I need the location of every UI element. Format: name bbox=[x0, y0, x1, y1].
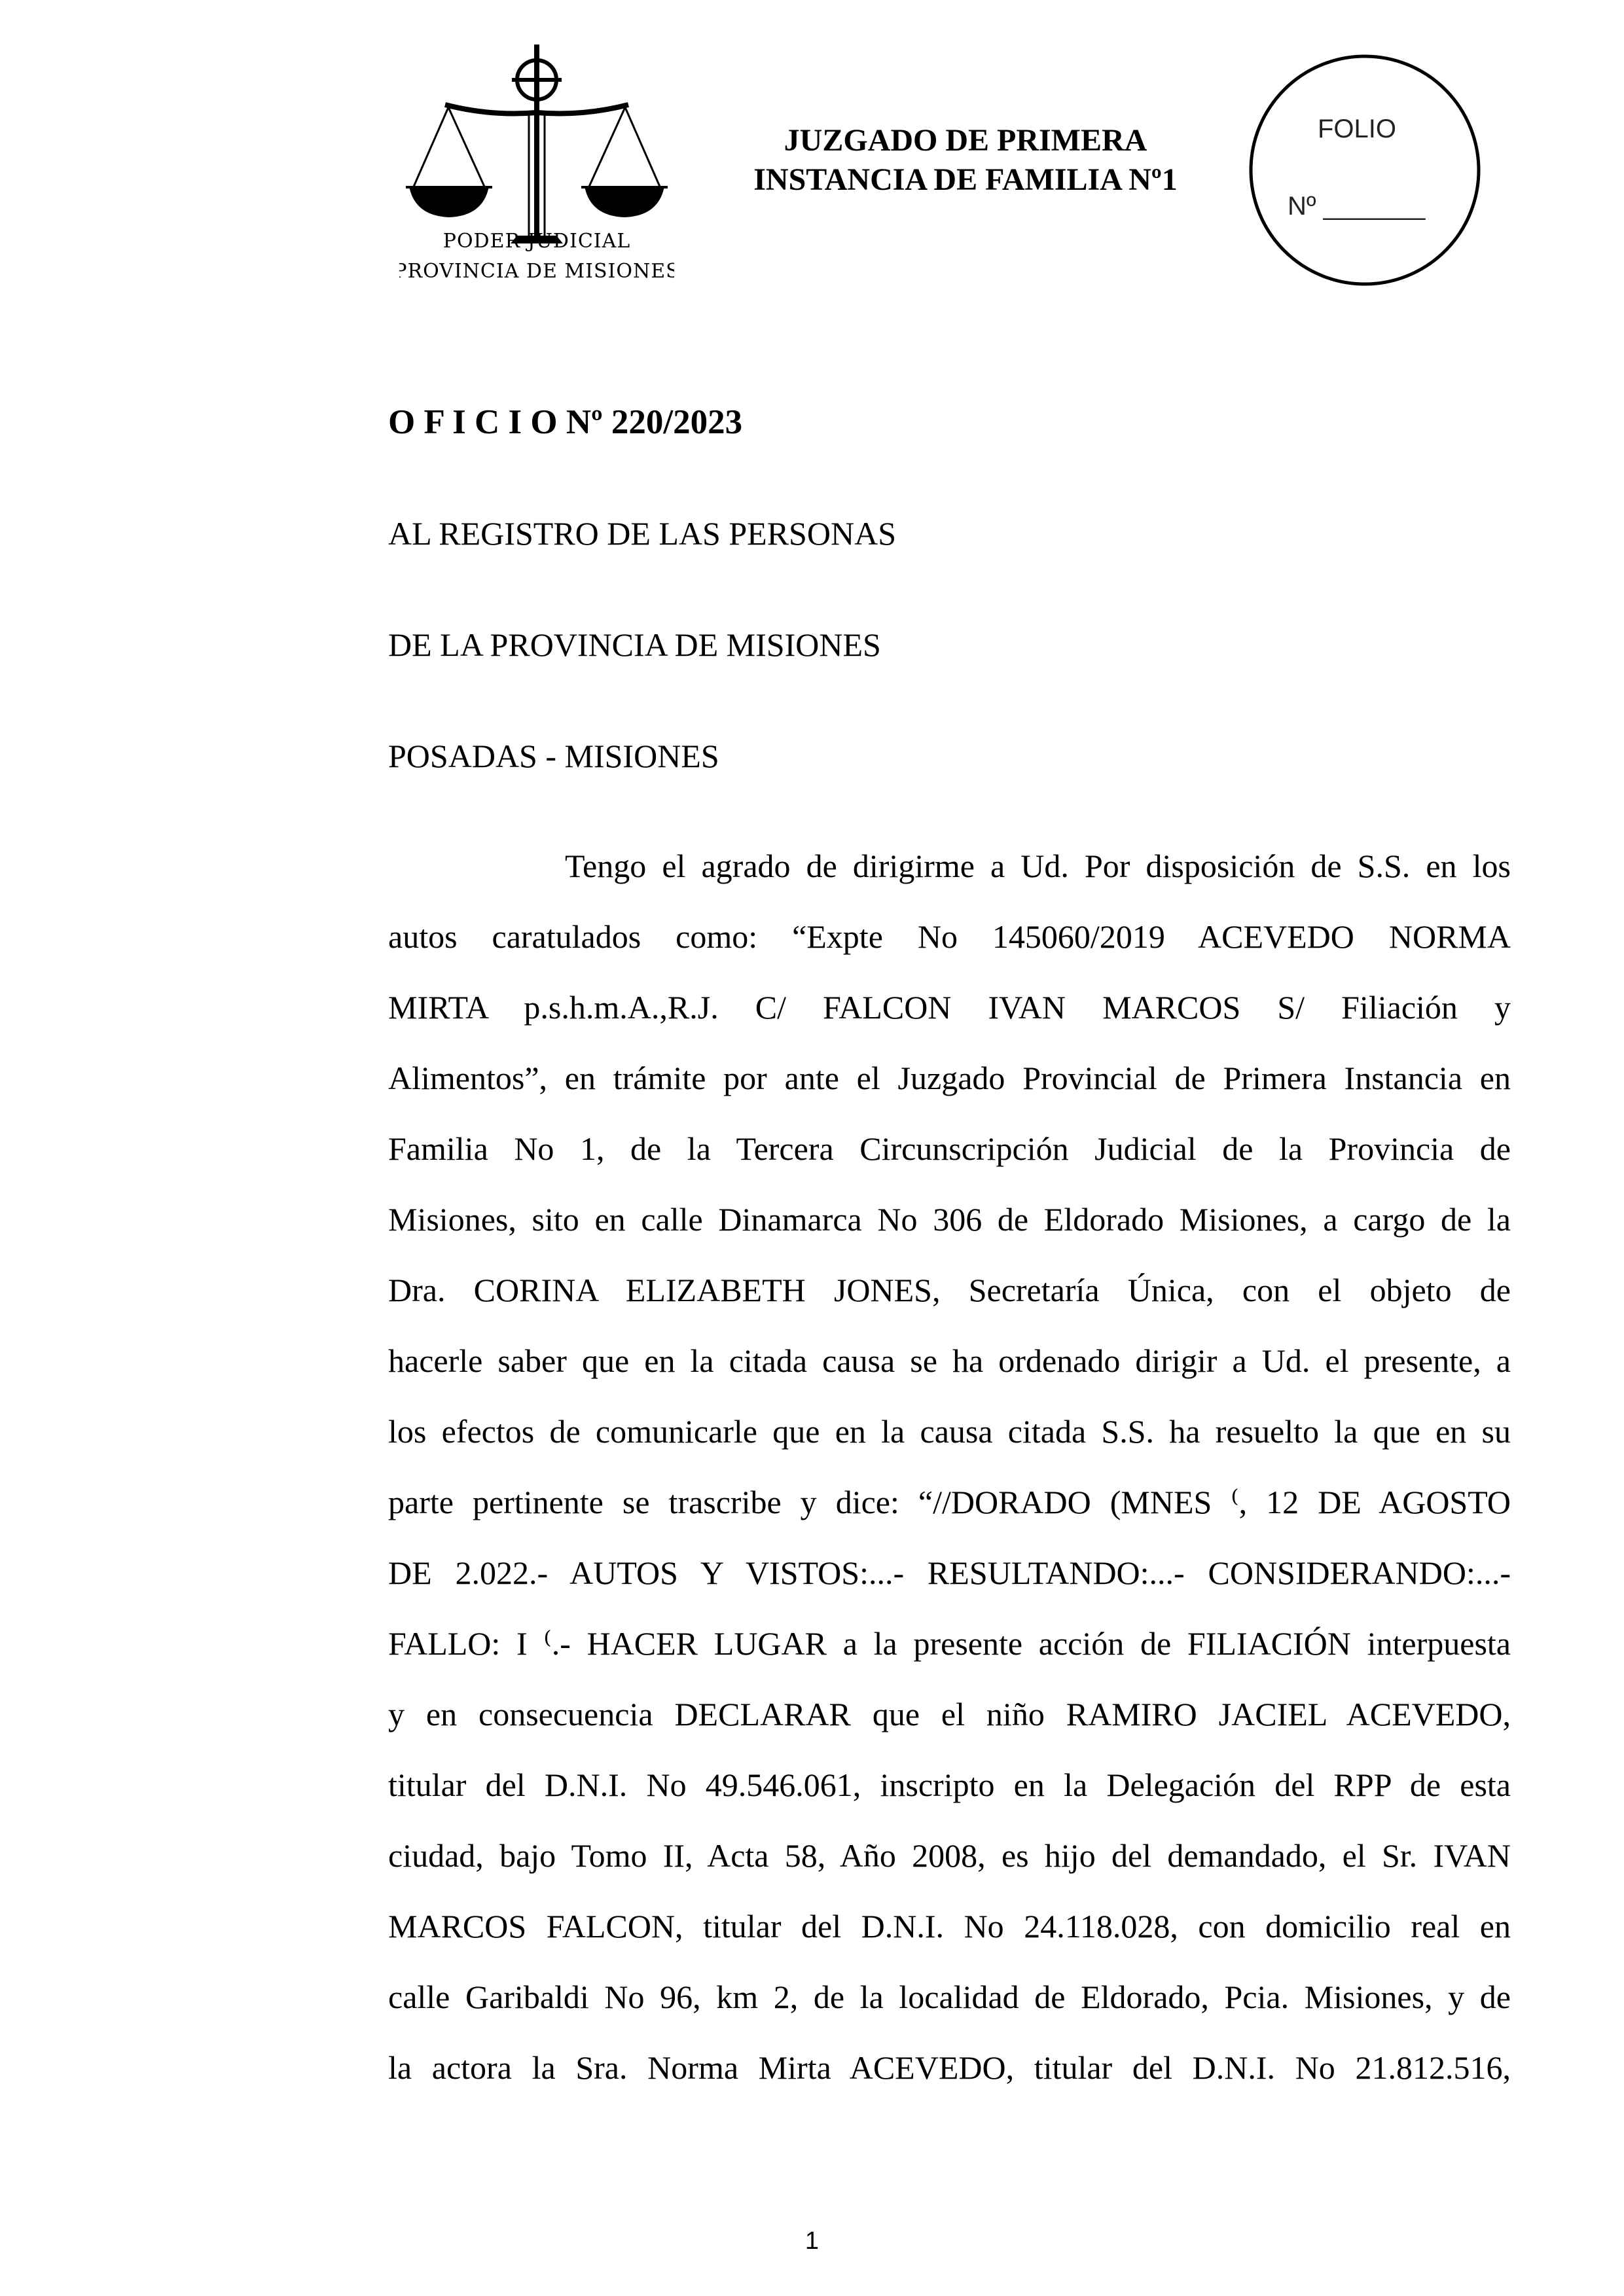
body-line: los efectos de comunicarle que en la causa citada S.S. ha resuelto la que en su bbox=[388, 1413, 1511, 1450]
body-line: MIRTA p.s.h.m.A.,R.J. C/ FALCON IVAN MARCOS S/ Filiación y bbox=[388, 989, 1511, 1026]
body-line: DE 2.022.- AUTOS Y VISTOS:...- RESULTANDO:...- CONSIDERANDO:...- bbox=[388, 1554, 1511, 1591]
logo-caption-line1: PODER JUDICIAL bbox=[442, 230, 631, 253]
body-line: Misiones, sito en calle Dinamarca No 306 de Eldorado Misiones, a cargo de la bbox=[388, 1201, 1511, 1238]
body-line: Tengo el agrado de dirigirme a Ud. Por disposición de S.S. en los bbox=[565, 848, 1511, 884]
court-title bbox=[687, 121, 1244, 200]
body-line: parte pertinente se trascribe y dice: “//DORADO (MNES ⁽, 12 DE AGOSTO bbox=[388, 1484, 1511, 1520]
court-title-line2: INSTANCIA DE FAMILIA Nº1 bbox=[753, 162, 1178, 197]
body-line: Alimentos”, en trámite por ante el Juzgado Provincial de Primera Instancia en bbox=[388, 1060, 1511, 1096]
body-line: calle Garibaldi No 96, km 2, de la localidad de Eldorado, Pcia. Misiones, y de bbox=[388, 1979, 1511, 2015]
scales-of-justice-icon bbox=[399, 39, 674, 295]
body-line: FALLO: I ⁽.- HACER LUGAR a la presente acción de FILIACIÓN interpuesta bbox=[388, 1625, 1511, 1662]
folio-stamp-circle bbox=[1247, 52, 1483, 288]
addressee-line-2: DE LA PROVINCIA DE MISIONES bbox=[388, 626, 881, 663]
body-text bbox=[388, 846, 1511, 2119]
court-title-line1: JUZGADO DE PRIMERA bbox=[784, 123, 1147, 158]
folio-number-label: Nº _______ bbox=[1288, 192, 1426, 221]
oficio-title: O F I C I O Nº 220/2023 bbox=[388, 403, 743, 441]
logo-caption-line2: PROVINCIA DE MISIONES bbox=[399, 260, 674, 283]
body-line: titular del D.N.I. No 49.546.061, inscripto en la Delegación del RPP de esta bbox=[388, 1767, 1511, 1803]
page-number: 1 bbox=[804, 2227, 820, 2255]
body-line: hacerle saber que en la citada causa se ha ordenado dirigir a Ud. el presente, a bbox=[388, 1342, 1511, 1379]
poder-judicial-logo bbox=[399, 39, 674, 295]
addressee-line-1: AL REGISTRO DE LAS PERSONAS bbox=[388, 515, 897, 552]
body-line: MARCOS FALCON, titular del D.N.I. No 24.118.028, con domicilio real en bbox=[388, 1908, 1511, 1945]
body-line: y en consecuencia DECLARAR que el niño RAMIRO JACIEL ACEVEDO, bbox=[388, 1696, 1511, 1732]
body-line: ciudad, bajo Tomo II, Acta 58, Año 2008, es hijo del demandado, el Sr. IVAN bbox=[388, 1837, 1511, 1874]
body-line: Dra. CORINA ELIZABETH JONES, Secretaría Única, con el objeto de bbox=[388, 1272, 1511, 1308]
addressee-line-3: POSADAS - MISIONES bbox=[388, 738, 719, 774]
body-line: la actora la Sra. Norma Mirta ACEVEDO, titular del D.N.I. No 21.812.516, bbox=[388, 2049, 1511, 2086]
folio-label: FOLIO bbox=[1318, 115, 1397, 143]
body-line: Familia No 1, de la Tercera Circunscripción Judicial de la Provincia de bbox=[388, 1130, 1511, 1167]
folio-stamp bbox=[1247, 52, 1483, 288]
body-line: autos caratulados como: “Expte No 145060/2019 ACEVEDO NORMA bbox=[388, 918, 1511, 955]
